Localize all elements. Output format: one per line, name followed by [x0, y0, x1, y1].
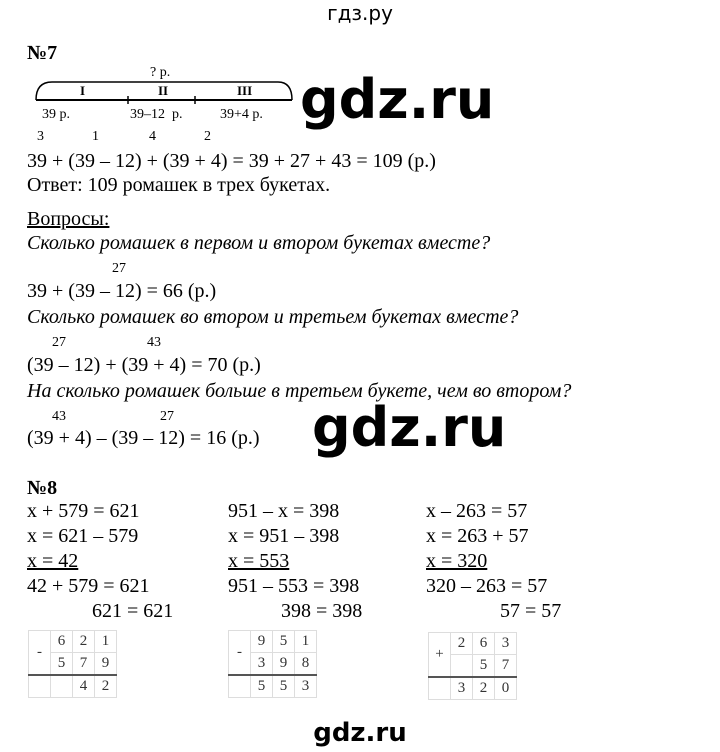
- part-value: 39+4 р.: [220, 107, 263, 122]
- intermediate-value: 43: [52, 409, 66, 424]
- task8-title: №8: [27, 477, 58, 499]
- digit: [451, 655, 473, 678]
- solution-line: x – 263 = 57: [426, 500, 528, 522]
- solution-line: 621 = 621: [92, 600, 174, 622]
- solution-line: x = 621 – 579: [27, 525, 139, 547]
- digit: 1: [295, 631, 317, 653]
- intermediate-value: 43: [147, 335, 161, 350]
- intermediate-value: 27: [160, 409, 174, 424]
- watermark: gdz.ru: [312, 396, 507, 459]
- digit: 5: [251, 675, 273, 698]
- column-addition: [428, 632, 517, 700]
- digit: 3: [295, 675, 317, 698]
- digit: 3: [495, 633, 517, 655]
- diagram-total: ? р.: [150, 65, 171, 80]
- part-value: 39 р.: [42, 107, 70, 122]
- part-label: I: [80, 83, 86, 98]
- digit: 1: [95, 631, 117, 653]
- digit: 3: [251, 653, 273, 676]
- intermediate-value: 27: [112, 261, 126, 276]
- questions-title: Вопросы:: [27, 208, 110, 230]
- digit: 2: [451, 633, 473, 655]
- digit: 6: [51, 631, 73, 653]
- operator: -: [29, 631, 51, 676]
- solution-result: x = 42: [27, 550, 79, 572]
- part-label: II: [158, 83, 169, 98]
- operator: -: [229, 631, 251, 676]
- answer: Ответ: 109 ромашек в трех букетах.: [27, 174, 331, 196]
- digit: 5: [473, 655, 495, 678]
- digit: 7: [495, 655, 517, 678]
- task7-title: №7: [27, 42, 58, 64]
- question-equation: 39 + (39 – 12) = 66 (р.): [27, 280, 217, 302]
- digit: 2: [73, 631, 95, 653]
- order-number: 3: [37, 129, 44, 144]
- digit: 3: [451, 677, 473, 700]
- order-number: 2: [204, 129, 211, 144]
- question: На сколько ромашек больше в третьем букете, чем во втором?: [27, 380, 572, 402]
- column-subtraction: [228, 630, 317, 698]
- solution-result: x = 320: [426, 550, 488, 572]
- digit: 4: [73, 675, 95, 698]
- part-label: III: [237, 83, 253, 98]
- solution-result: x = 553: [228, 550, 290, 572]
- solution-line: x + 579 = 621: [27, 500, 140, 522]
- main-equation: 39 + (39 – 12) + (39 + 4) = 39 + 27 + 43 = 109 (р.): [27, 150, 436, 172]
- digit: 5: [273, 675, 295, 698]
- order-number: 1: [92, 129, 99, 144]
- operator: +: [429, 633, 451, 678]
- digit: 6: [473, 633, 495, 655]
- solution-line: 320 – 263 = 57: [426, 575, 548, 597]
- column-subtraction: [28, 630, 117, 698]
- digit: 9: [273, 653, 295, 676]
- question: Сколько ромашек в первом и втором букетах вместе?: [27, 232, 491, 254]
- solution-line: 951 – x = 398: [228, 500, 340, 522]
- question-equation: (39 – 12) + (39 + 4) = 70 (р.): [27, 354, 261, 376]
- footer-watermark: gdz.ru: [313, 718, 407, 748]
- solution-line: 398 = 398: [281, 600, 363, 622]
- solution-line: x = 263 + 57: [426, 525, 529, 547]
- digit: [51, 675, 73, 698]
- digit: 7: [73, 653, 95, 676]
- question-equation: (39 + 4) – (39 – 12) = 16 (р.): [27, 427, 260, 449]
- part-value: 39–12 р.: [130, 107, 183, 122]
- digit: 8: [295, 653, 317, 676]
- order-number: 4: [149, 129, 156, 144]
- intermediate-value: 27: [52, 335, 66, 350]
- solution-line: x = 951 – 398: [228, 525, 340, 547]
- digit: 0: [495, 677, 517, 700]
- digit: 9: [95, 653, 117, 676]
- site-header: гдз.ру: [327, 1, 393, 25]
- digit: 2: [473, 677, 495, 700]
- digit: 9: [251, 631, 273, 653]
- question: Сколько ромашек во втором и третьем букетах вместе?: [27, 306, 519, 328]
- solution-line: 951 – 553 = 398: [228, 575, 360, 597]
- watermark: gdz.ru: [300, 68, 495, 131]
- digit: 2: [95, 675, 117, 698]
- solution-line: 42 + 579 = 621: [27, 575, 150, 597]
- digit: 5: [51, 653, 73, 676]
- digit: 5: [273, 631, 295, 653]
- solution-line: 57 = 57: [500, 600, 562, 622]
